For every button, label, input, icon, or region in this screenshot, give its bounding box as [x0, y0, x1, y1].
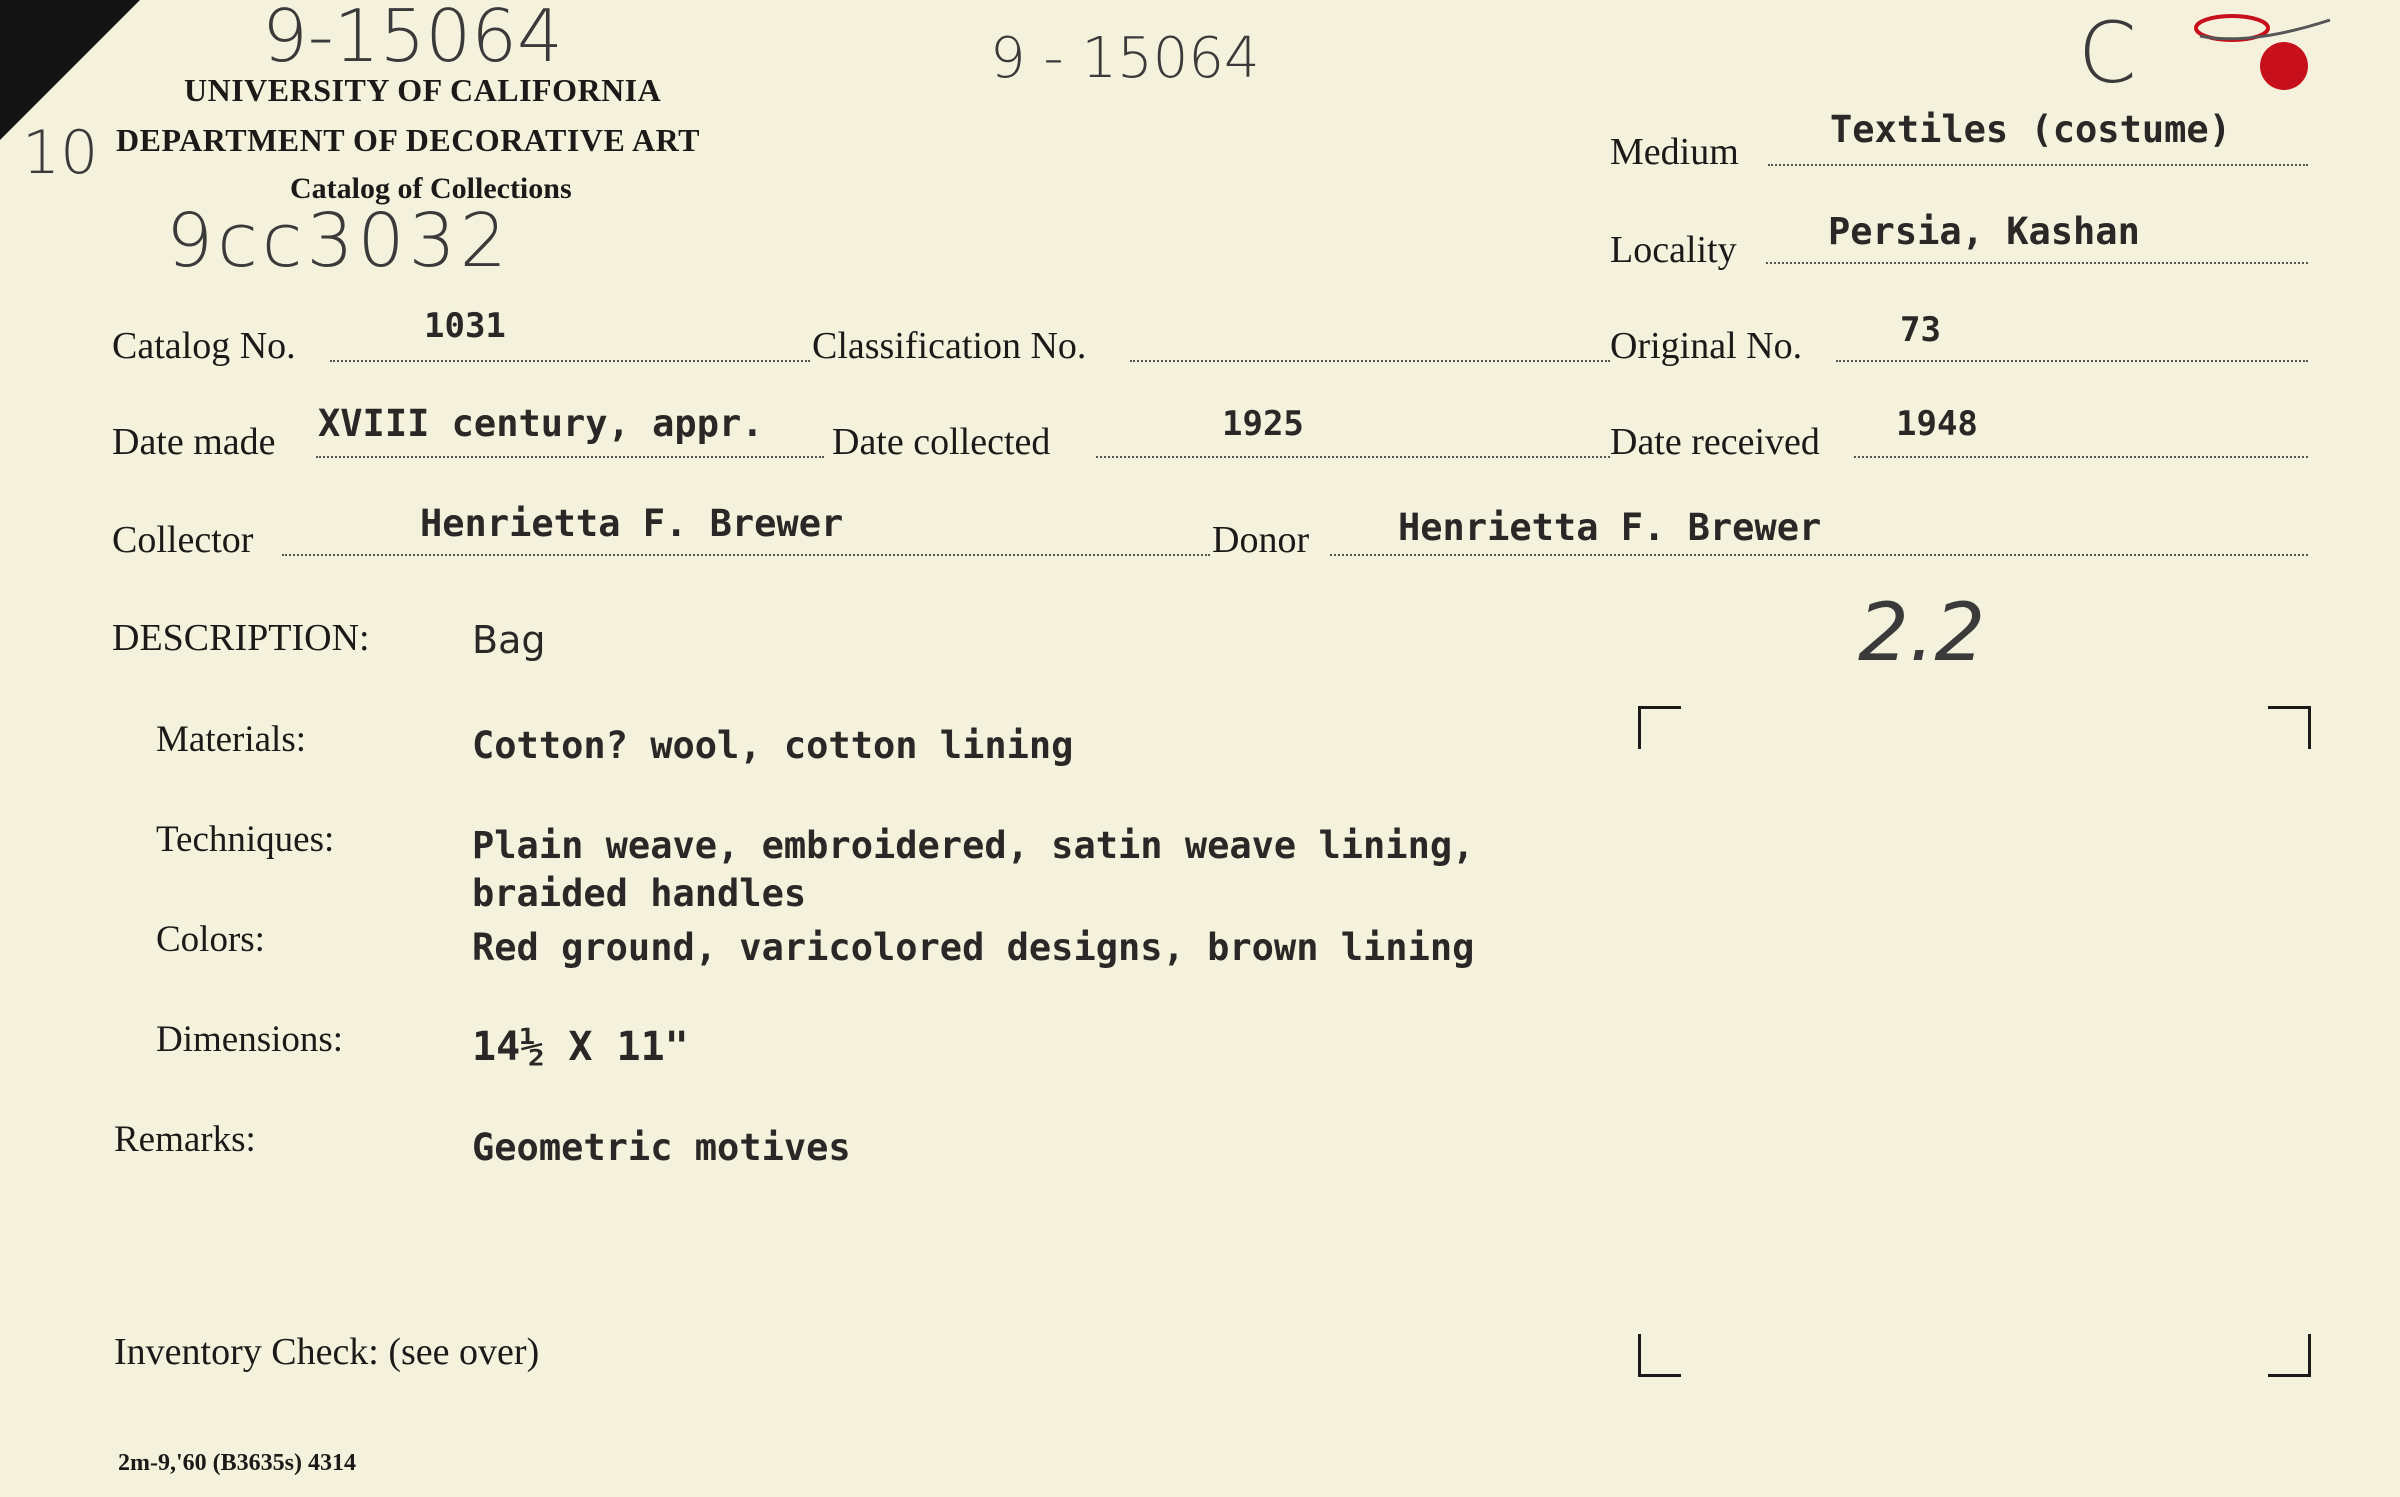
classification-no-label: Classification No.	[812, 325, 1087, 367]
techniques-label: Techniques:	[156, 819, 335, 860]
original-no-line	[1836, 360, 2308, 362]
dimensions-value: 14½ X 11"	[472, 1024, 689, 1070]
locality-line	[1766, 262, 2308, 264]
description-label: DESCRIPTION:	[112, 617, 370, 659]
frame-corner-bottom-right	[2268, 1334, 2311, 1377]
inventory-check: Inventory Check: (see over)	[114, 1331, 540, 1373]
collector-label: Collector	[112, 519, 254, 561]
handwritten-description-mark: 2.2	[1858, 586, 1986, 679]
frame-corner-bottom-left	[1638, 1334, 1681, 1377]
classification-no-line	[1130, 360, 1610, 362]
materials-label: Materials:	[156, 719, 307, 760]
date-made-value: XVIII century, appr.	[318, 402, 764, 445]
catalog-no-label: Catalog No.	[112, 325, 296, 367]
donor-line	[1330, 554, 2308, 556]
handwritten-left-margin-number: 10	[22, 118, 99, 188]
header-university: UNIVERSITY OF CALIFORNIA	[184, 72, 662, 108]
date-collected-value: 1925	[1222, 404, 1304, 444]
handwritten-center-number: 9 - 15064	[990, 26, 1260, 91]
collector-value: Henrietta F. Brewer	[420, 502, 844, 545]
techniques-line-2: braided handles	[472, 872, 807, 915]
date-received-line	[1854, 456, 2308, 458]
header-department: DEPARTMENT OF DECORATIVE ART	[116, 122, 700, 158]
techniques-line-1: Plain weave, embroidered, satin weave lining,	[472, 824, 1475, 867]
colors-value: Red ground, varicolored designs, brown lining	[472, 926, 1475, 969]
date-collected-line	[1096, 456, 1610, 458]
date-made-label: Date made	[112, 421, 276, 463]
description-value: Bag	[472, 618, 546, 662]
medium-line	[1768, 164, 2308, 166]
handwritten-top-number: 9-15064	[262, 0, 563, 78]
original-no-label: Original No.	[1610, 325, 1803, 367]
locality-value: Persia, Kashan	[1828, 210, 2140, 253]
handwritten-catalog-code: 9cc3032	[166, 198, 511, 284]
handwritten-top-right-mark: C	[2078, 4, 2137, 102]
remarks-label: Remarks:	[114, 1119, 256, 1160]
remarks-value: Geometric motives	[472, 1126, 851, 1169]
header-catalog-of-collections: Catalog of Collections	[290, 172, 572, 205]
catalog-no-value: 1031	[424, 306, 506, 346]
collector-line	[282, 554, 1210, 556]
materials-value: Cotton? wool, cotton lining	[472, 724, 1074, 767]
medium-value: Textiles (costume)	[1830, 108, 2231, 151]
dimensions-label: Dimensions:	[156, 1019, 344, 1060]
date-received-label: Date received	[1610, 421, 1820, 463]
frame-corner-top-left	[1638, 706, 1681, 749]
medium-label: Medium	[1610, 131, 1739, 173]
date-collected-label: Date collected	[832, 421, 1051, 463]
red-pencil-mark-icon	[2180, 6, 2360, 96]
frame-corner-top-right	[2268, 706, 2311, 749]
original-no-value: 73	[1900, 310, 1941, 350]
date-received-value: 1948	[1896, 404, 1978, 444]
colors-label: Colors:	[156, 919, 265, 960]
locality-label: Locality	[1610, 229, 1737, 271]
catalog-no-line	[330, 360, 810, 362]
donor-value: Henrietta F. Brewer	[1398, 506, 1822, 549]
print-code: 2m-9,'60 (B3635s) 4314	[118, 1450, 356, 1476]
donor-label: Donor	[1212, 519, 1310, 561]
date-made-line	[316, 456, 824, 458]
